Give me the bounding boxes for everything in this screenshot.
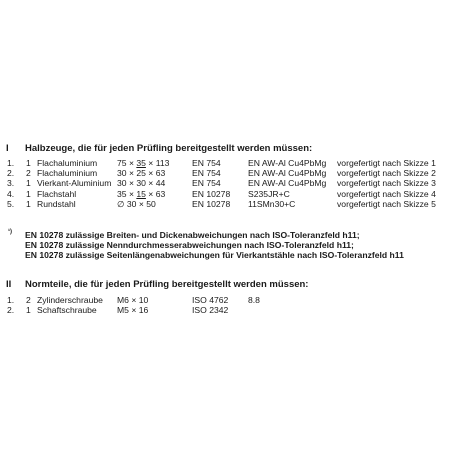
- row-name: Flachaluminium: [37, 168, 98, 178]
- row-name: Flachaluminium: [37, 158, 98, 168]
- row-note: vorgefertigt nach Skizze 2: [337, 168, 436, 178]
- row-norm: EN 754: [192, 178, 221, 188]
- row-norm: EN 10278: [192, 189, 231, 199]
- row-position: 2.: [7, 168, 15, 178]
- row-position: 4.: [7, 189, 15, 199]
- section-1-number: I: [6, 143, 9, 154]
- row-quantity: 1: [26, 199, 31, 209]
- row-norm: ISO 4762: [192, 295, 229, 305]
- row-material: EN AW-Al Cu4PbMg: [248, 168, 327, 178]
- row-position: 1.: [7, 158, 15, 168]
- row-name: Vierkant-Aluminium: [37, 178, 112, 188]
- row-dimensions: M5 × 16: [117, 305, 149, 315]
- row-norm: EN 754: [192, 168, 221, 178]
- row-quantity: 1: [26, 305, 31, 315]
- footnote-mark: ¹): [8, 229, 12, 235]
- row-dimensions: 30 × 30 × 44: [117, 178, 166, 188]
- row-name: Rundstahl: [37, 199, 76, 209]
- row-dimensions: 35 × 15 × 63: [117, 189, 166, 199]
- row-quantity: 1: [26, 178, 31, 188]
- footnote-line: EN 10278 zulässige Breiten- und Dickenabweichungen nach ISO-Toleranzfeld h11;: [25, 230, 360, 240]
- row-name: Flachstahl: [37, 189, 77, 199]
- footnote-line: EN 10278 zulässige Seitenlängenabweichungen für Vierkantstähle nach ISO-Toleranzfeld h11: [25, 250, 404, 260]
- row-dimensions: M6 × 10: [117, 295, 149, 305]
- row-note: vorgefertigt nach Skizze 1: [337, 158, 436, 168]
- row-norm: EN 754: [192, 158, 221, 168]
- row-dimensions: 30 × 25 × 63: [117, 168, 166, 178]
- row-grade: 8.8: [248, 295, 260, 305]
- row-quantity: 2: [26, 168, 31, 178]
- row-quantity: 1: [26, 189, 31, 199]
- row-note: vorgefertigt nach Skizze 3: [337, 178, 436, 188]
- row-dimensions: 75 × 35 × 113: [117, 158, 170, 168]
- section-1-title: Halbzeuge, die für jeden Prüfling bereitgestellt werden müssen:: [25, 143, 313, 154]
- footnote-line: EN 10278 zulässige Nenndurchmesserabweichungen nach ISO-Toleranzfeld h11;: [25, 240, 354, 250]
- row-position: 5.: [7, 199, 15, 209]
- row-quantity: 2: [26, 295, 31, 305]
- section-2-title: Normteile, die für jeden Prüfling bereitgestellt werden müssen:: [25, 279, 309, 290]
- row-material: EN AW-Al Cu4PbMg: [248, 178, 327, 188]
- section-2-number: II: [6, 279, 12, 290]
- row-name: Schaftschraube: [37, 305, 97, 315]
- row-position: 2.: [7, 305, 15, 315]
- row-material: EN AW-Al Cu4PbMg: [248, 158, 327, 168]
- row-note: vorgefertigt nach Skizze 4: [337, 189, 436, 199]
- row-dimensions: ∅ 30 × 50: [117, 199, 156, 209]
- row-position: 1.: [7, 295, 15, 305]
- row-quantity: 1: [26, 158, 31, 168]
- row-note: vorgefertigt nach Skizze 5: [337, 199, 436, 209]
- row-position: 3.: [7, 178, 15, 188]
- row-norm: EN 10278: [192, 199, 231, 209]
- row-material: S235JR+C: [248, 189, 290, 199]
- row-norm: ISO 2342: [192, 305, 229, 315]
- row-material: 11SMn30+C: [248, 199, 296, 209]
- row-name: Zylinderschraube: [37, 295, 103, 305]
